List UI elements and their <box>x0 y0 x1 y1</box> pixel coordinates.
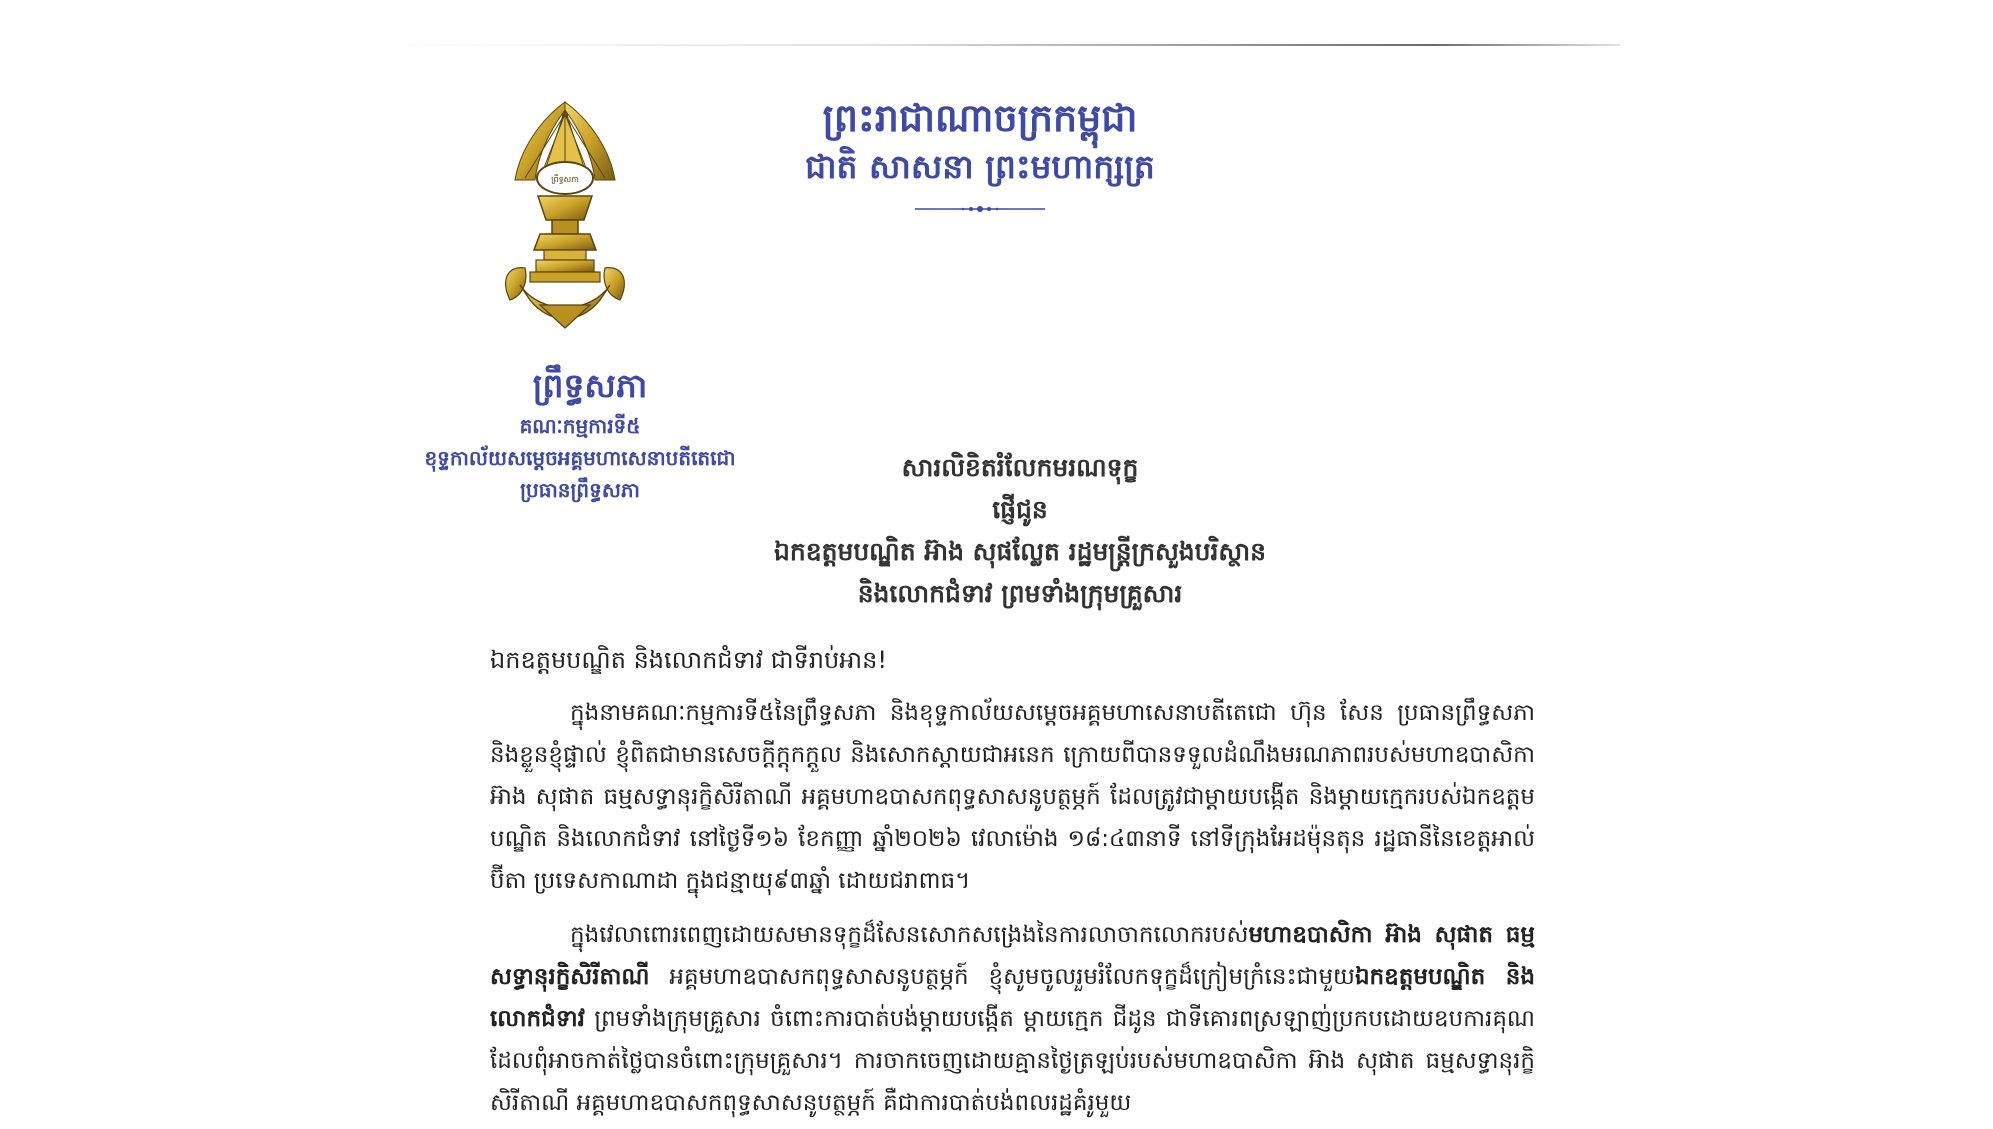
salutation: ឯកឧត្តមបណ្ឌិត និងលោកជំទាវ ជាទីរាប់អាន! <box>490 646 887 674</box>
paragraph-2 <box>490 914 1535 1124</box>
p2-rest: ព្រមទាំងក្រុមគ្រួសារ ចំពោះការបាត់បង់ម្តាយបង្កើត ម្តាយក្មេក ជីដូន ជាទីគោរពស្រឡាញ់ប្រកបដោយឧបការគុណ ដែលពុំអាចកាត់ថ្លៃបានចំពោះក្រុមគ្រួសារ។ ការចាកចេញដោយគ្មានថ្ងៃត្រឡប់របស់មហាឧបាសិកា អ៊ាង សុផាត ធម្មសទ្ធានុរក្ខិសិរីតាណី អគ្គមហាឧបាសកពុទ្ធសាសនូបត្ថម្ភក៍ គឺជាការបាត់បង់ពលរដ្ឋគំរូមួយ <box>490 1006 1535 1116</box>
letter-title-block <box>640 447 1400 615</box>
letter-body <box>490 640 1535 1129</box>
recipient-family: និងលោកជំទាវ ព្រមទាំងក្រុមគ្រួសារ <box>857 579 1183 608</box>
letter-title: សារលិខិតរំលែកមរណទុក្ខ <box>901 453 1139 482</box>
commission-name: គណៈកម្មការទី៥ <box>519 414 641 438</box>
senate-emblem-icon <box>500 100 630 330</box>
paragraph-1: ក្នុងនាមគណៈកម្មការទី៥នៃព្រឹទ្ធសភា និងខុទ្ទកាល័យសម្តេចអគ្គមហាសេនាបតីតេជោ ហ៊ុន សែន ប្រធានព្រឹទ្ធសភា និងខ្លួនខ្ញុំផ្ទាល់ ខ្ញុំពិតជាមានសេចក្តីក្តុកក្តួល និងសោកស្តាយជាអនេក ក្រោយពីបានទទួលដំណឹងមរណភាពរបស់មហាឧបាសិកា អ៊ាង សុផាត ធម្មសទ្ធានុរក្ខិសិរីតាណី អគ្គមហាឧបាសកពុទ្ធសាសនូបត្ថម្ភក៍ ដែលត្រូវជាម្តាយបង្កើត និងម្តាយក្មេករបស់ឯកឧត្តមបណ្ឌិត និងលោកជំទាវ នៅថ្ងៃទី១៦ ខែកញ្ញា ឆ្នាំ២០២៦ វេលាម៉ោង ១៨:៤៣នាទី នៅទីក្រុងអែដម៉ុនតុន រដ្ឋធានីនៃខេត្តអាល់ប៊ីតា ប្រទេសកាណាដា ក្នុងជន្មាយុ៩៣ឆ្នាំ ដោយជរាពាធ។ <box>490 700 1535 894</box>
recipient-name: ឯកឧត្តមបណ្ឌិត អ៊ាង សុផល្លែត រដ្ឋមន្ត្រីក្រសួងបរិស្ថាន <box>773 537 1267 566</box>
header-flourish <box>915 200 1045 212</box>
national-motto: ជាតិ សាសនា ព្រះមហាក្សត្រ <box>805 147 1155 186</box>
senate-president: ប្រធានព្រឹទ្ធសភា <box>520 478 640 502</box>
p2-deceased-name: មហាឧបាសិកា អ៊ាង សុផាត ធម្មសទ្ធានុរក្ខិសិរីតាណី <box>490 922 1535 990</box>
senate-title: ព្រឹទ្ធសភា <box>532 366 648 405</box>
p2-lead: ក្នុងវេលាពោរពេញដោយសមានទុក្ខដ៏សែនសោកសង្រេងនៃការលាចាកលោករបស់ <box>570 922 1249 948</box>
kingdom-name: ព្រះរាជាណាចក្រកម្ពុជា <box>822 96 1138 140</box>
letter-sent-to: ផ្ញើជូន <box>992 495 1048 524</box>
top-border-line <box>380 44 1620 46</box>
cabinet-office: ខុទ្ទកាល័យសម្តេចអគ្គមហាសេនាបតីតេជោ <box>424 446 736 470</box>
emblem-seal-text: ព្រឹទ្ធសភា <box>551 175 579 184</box>
p2-mid: អគ្គមហាឧបាសកពុទ្ធសាសនូបត្ថម្ភក៍ ខ្ញុំសូមចូលរួមរំលែកទុក្ខដ៏ក្រៀមក្រំនេះជាមួយ <box>649 964 1355 990</box>
kingdom-header <box>760 92 1200 212</box>
p2-recipient-names: ឯកឧត្តមបណ្ឌិត និងលោកជំទាវ <box>490 964 1535 1032</box>
